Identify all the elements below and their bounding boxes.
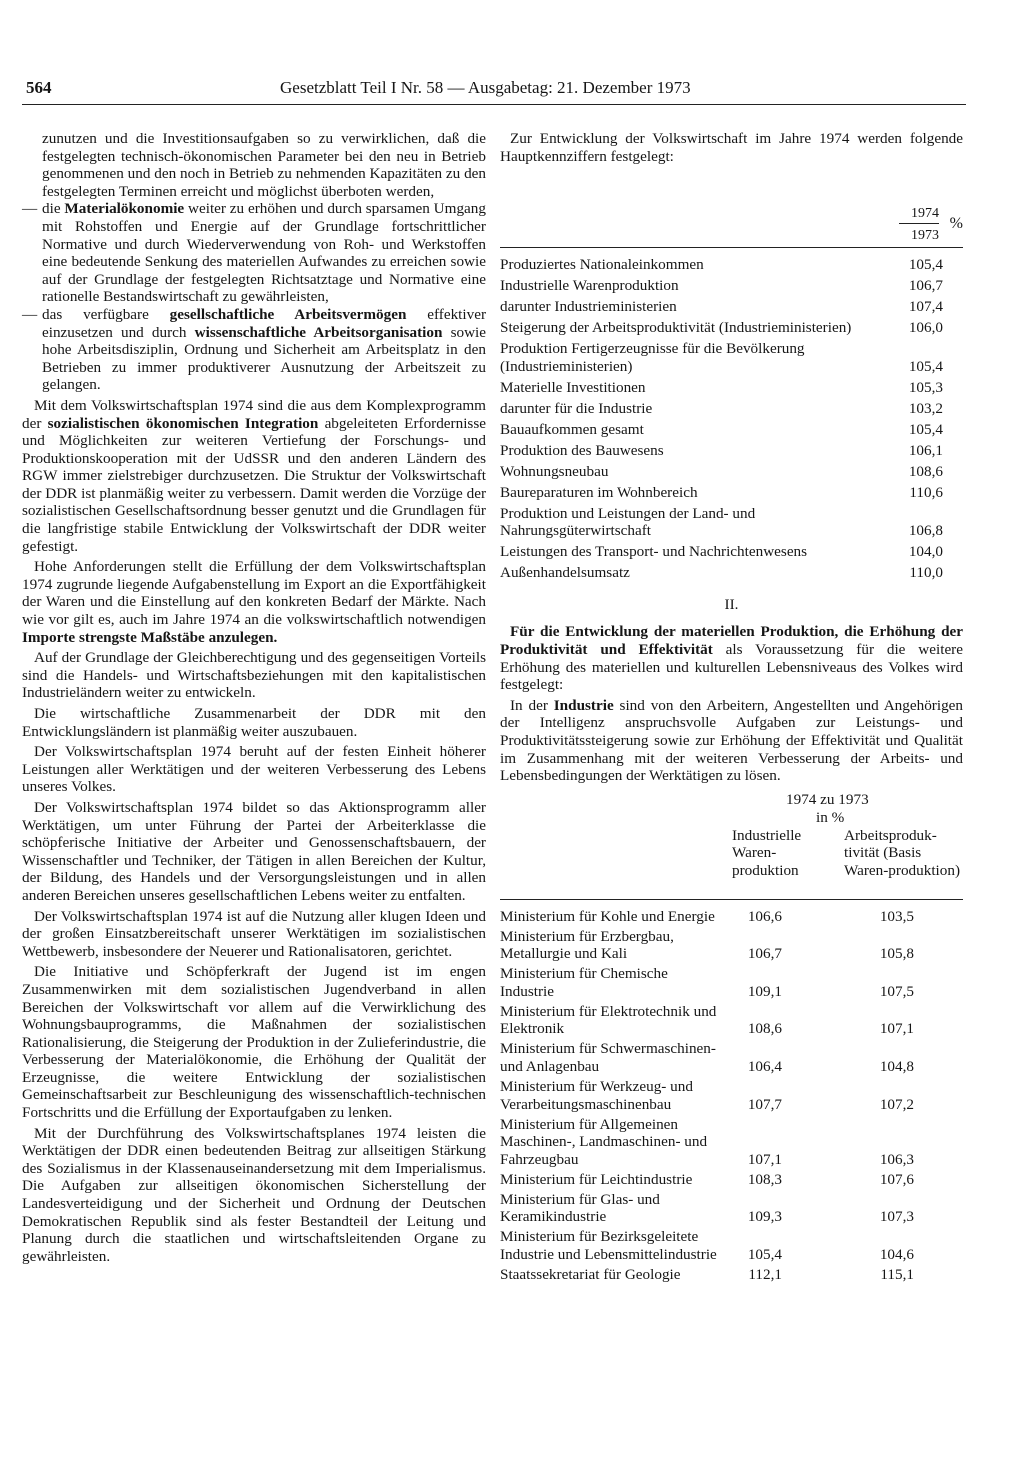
paragraph-continuation: zunutzen und die Investitionsaufgaben so zu verwirklichen, daß die festgelegten technisch-ökonomischen Parameter bei den neu in Betrieb genommenen und den noch in Betrieb zu nehmenden Kapazitäten zu den festgelegten Terminen erreicht und möglichst überboten werden, bbox=[42, 130, 486, 200]
table2-value-productivity: 107,5 bbox=[879, 982, 914, 1000]
paragraph: Auf der Grundlage der Gleichberechtigung und des gegenseitigen Vorteils sind die Handels- und Wirtschaftsbeziehungen mit den kapitalistischen Industrieländern weiter zu entwickeln. bbox=[22, 649, 486, 702]
table1-row-value: 104,0 bbox=[908, 543, 943, 561]
dash-list-item: — das verfügbare gesellschaftliche Arbeitsvermögen effektiver einzusetzen und durch wissenschaftliche Arbeitsorganisation sowie hohe Arbeitsdisziplin, Ordnung und Sicherheit am Arbeitsplatz in den Betrieben zu immer produktiverer Ausnutzung der Arbeitszeit zu gelangen. bbox=[22, 305, 487, 394]
table2-row bbox=[500, 1266, 963, 1284]
table2-value-production: 108,3 bbox=[747, 1170, 782, 1188]
paragraph: Die Initiative und Schöpferkraft der Jugend ist im engen Zusammenwirken mit dem sozialistischen Jugendverband in allen Bereichen der Volkswirtschaft vor allem auf die Verwirklichung des Wohnungsbauprogramms, die Maßnahmen der sozialistischen Rationalisierung, die Steigerung der Produktion in der Zulieferindustrie, die Verbesserung der Materialökonomie, die Erhöhung der Qualität der Erzeugnisse, die weitere Entwicklung der sozialistischen Gemeinschaftsarbeit zur Beschleunigung des wissenschaftlich-technischen Fortschritts und die Erfüllung der Exportaufgaben zu lenken. bbox=[22, 963, 486, 1122]
table2-value-productivity: 115,1 bbox=[880, 1265, 914, 1283]
paragraph: Der Volkswirtschaftsplan 1974 beruht auf der festen Einheit höherer Leistungen aller Werktätigen und der weiteren Verbesserung des Lebens unseres Volkes. bbox=[22, 743, 486, 796]
table1-row-value: 106,7 bbox=[908, 277, 943, 295]
table1-row-value: 105,3 bbox=[908, 378, 943, 396]
table2-value-production: 105,4 bbox=[747, 1245, 782, 1263]
table2-value-productivity: 107,6 bbox=[879, 1170, 914, 1188]
table1-row-label: Steigerung der Arbeitsproduktivität (Industrieministerien) bbox=[500, 319, 852, 337]
table2-row bbox=[500, 928, 963, 963]
section-intro: Für die Entwicklung der materiellen Produktion, die Erhöhung der Produktivität und Effektivität als Voraussetzung für die weitere Erhöhung des materiellen und kulturellen Lebensniveaus des Volkes wird festgelegt: bbox=[500, 623, 963, 694]
section-paragraph: In der Industrie sind von den Arbeitern, Angestellten und Angehörigen der Intelligenz anspruchsvolle Aufgaben zur Leistungs- und Produktivitätssteigerung sowie zur Erhöhung der Effektivität und Qualität im Zusammenhang mit der weiteren Verbesserung der Arbeits- und Lebensbedingungen der Werktätigen zu lösen. bbox=[500, 696, 963, 785]
table2-row-label: Ministerium für Werkzeug- und Verarbeitungsmaschinenbau bbox=[500, 1078, 693, 1113]
paragraph: Hohe Anforderungen stellt die Erfüllung der dem Volkswirtschaftsplan 1974 zugrunde liegende Aufgabenstellung im Export an die Exportfähigkeit der Waren und die Einstellung auf den konkreten Bedarf der Märkte. Nach wie vor gilt es, auch im Jahre 1974 an die volkswirtschaftlich notwendigen Importe strengste Maßstäbe anzulegen. bbox=[22, 558, 486, 646]
table2-value-productivity: 105,8 bbox=[879, 945, 914, 963]
table1-row bbox=[500, 277, 963, 295]
table2-value-production: 106,6 bbox=[747, 907, 782, 925]
table2-row-label: Ministerium für Bezirksgeleitete Industrie und Lebensmittelindustrie bbox=[500, 1228, 717, 1263]
section-number: II. bbox=[724, 595, 739, 613]
page-header bbox=[22, 76, 1002, 98]
table1-row bbox=[500, 442, 963, 460]
table2-row bbox=[500, 1003, 963, 1038]
table1-row bbox=[500, 564, 963, 582]
paragraph: Der Volkswirtschaftsplan 1974 bildet so das Aktionsprogramm aller Werktätigen, um unter Führung der Partei der Arbeiterklasse die schöpferische Initiative der Arbeiter und Genossenschaftsbauern, der Wissenschaftler und Techniker, der Tätigen in allen Bereichen der Kultur, der Bildung, des Handels und der Versorgungsleistungen und in allen anderen Bereichen unseres gesellschaftlichen Lebens weiter zu entfalten. bbox=[22, 798, 486, 904]
table1-row-value: 110,6 bbox=[909, 483, 943, 501]
table2-row bbox=[500, 1191, 963, 1226]
table1-row-value: 105,4 bbox=[908, 420, 943, 438]
table2-value-production: 109,1 bbox=[747, 982, 782, 1000]
table1-row-value: 106,1 bbox=[908, 441, 943, 459]
table2-value-production: 112,1 bbox=[748, 1265, 782, 1283]
table1-row-label: Produktion des Bauwesens bbox=[500, 441, 664, 459]
table2-value-production: 107,1 bbox=[747, 1150, 782, 1168]
table1-row bbox=[500, 463, 963, 481]
table1-year-bottom: 1973 bbox=[911, 228, 939, 244]
table1-row bbox=[500, 421, 963, 439]
table2-value-productivity: 104,8 bbox=[879, 1058, 914, 1076]
table2-row-label: Ministerium für Chemische Industrie bbox=[500, 965, 668, 1000]
table1-row-label: Bauaufkommen gesamt bbox=[500, 420, 644, 438]
table2-row bbox=[500, 1171, 963, 1189]
table2-row bbox=[500, 1040, 963, 1075]
table1-row bbox=[500, 505, 963, 540]
table1-row-label: Materielle Investitionen bbox=[500, 378, 646, 396]
left-column bbox=[22, 130, 486, 1265]
table1-row-label: Wohnungsneubau bbox=[500, 462, 609, 480]
table1-row-label: Produktion und Leistungen der Land- und Nahrungsgüterwirtschaft bbox=[500, 504, 756, 540]
table2-rule bbox=[500, 899, 963, 900]
table1-year-top: 1974 bbox=[911, 206, 939, 222]
table1-unit: % bbox=[949, 215, 963, 233]
table2-header bbox=[500, 791, 963, 899]
table2-row-label: Ministerium für Schwermaschinen- und Anlagenbau bbox=[500, 1040, 716, 1076]
header-rule bbox=[22, 104, 966, 105]
table2-col-header-b: Arbeitsproduk-tivität (Basis Waren-produktion) bbox=[844, 826, 961, 879]
table2-value-production: 106,7 bbox=[747, 945, 782, 963]
right-column bbox=[500, 130, 963, 1283]
table2-value-productivity: 103,5 bbox=[879, 907, 914, 925]
table2-row-label: Ministerium für Kohle und Energie bbox=[500, 907, 715, 925]
table2-value-productivity: 106,3 bbox=[879, 1150, 914, 1168]
page-number: 564 bbox=[26, 78, 52, 97]
table1-row bbox=[500, 340, 963, 375]
table2-value-productivity: 107,1 bbox=[879, 1020, 914, 1038]
table1-row-value: 105,4 bbox=[908, 357, 943, 375]
table2-row-label: Ministerium für Elektrotechnik und Elektronik bbox=[500, 1002, 717, 1038]
table1-row bbox=[500, 298, 963, 316]
table1-row bbox=[500, 319, 963, 337]
table2-row bbox=[500, 965, 963, 1000]
table1-row-value: 106,8 bbox=[908, 522, 943, 540]
table2-body bbox=[500, 908, 963, 1284]
table1-body bbox=[500, 256, 963, 582]
dash-list-item: — die Materialökonomie weiter zu erhöhen und durch sparsamen Umgang mit Rohstoffen und Energie auf der Grundlage fortschrittlicher Normative und durch Wiederverwendung von Roh- und Werkstoffen eine bedeutende Senkung des materiellen Aufwandes zu erreichen sowie auf der Grundlage der festgelegten Richtsatztage und Normative eine rationelle Bestandswirtschaft zu gewährleisten, bbox=[22, 200, 486, 306]
table2-value-productivity: 107,2 bbox=[879, 1095, 914, 1113]
table2-row-label: Staatssekretariat für Geologie bbox=[500, 1265, 681, 1283]
table2-row-label: Ministerium für Leichtindustrie bbox=[500, 1170, 693, 1188]
table1-row-label: Produktion Fertigerzeugnisse für die Bevölkerung (Industrieministerien) bbox=[500, 340, 805, 375]
table2-row-label: Ministerium für Allgemeinen Maschinen-, Landmaschinen- und Fahrzeugbau bbox=[500, 1115, 708, 1168]
table2-row-label: Ministerium für Erzbergbau, Metallurgie und Kali bbox=[500, 927, 674, 963]
table2-row-label: Ministerium für Glas- und Keramikindustrie bbox=[500, 1190, 660, 1226]
table1-row-label: darunter Industrieministerien bbox=[500, 298, 677, 316]
table1-header bbox=[500, 165, 963, 244]
table2-row bbox=[500, 1116, 963, 1169]
header-title: Gesetzblatt Teil I Nr. 58 — Ausgabetag: 21. Dezember 1973 bbox=[280, 78, 691, 97]
table2-value-productivity: 104,6 bbox=[879, 1245, 914, 1263]
table2-value-productivity: 107,3 bbox=[879, 1208, 914, 1226]
table2-value-production: 107,7 bbox=[747, 1095, 782, 1113]
paragraph: Mit der Durchführung des Volkswirtschaftsplanes 1974 leisten die Werktätigen der DDR einen bedeutenden Beitrag zur allseitigen Stärkung des Sozialismus in der Klassenauseinandersetzung mit dem Imperialismus. Die Aufgaben zur allseitigen ökonomischen Sicherstellung der Landesverteidigung und der Sicherheit und Ordnung der Deutschen Demokratischen Republik sind als fester Bestandteil der Leitung und Planung durch die staatlichen und wirtschaftsleitenden Organe zu gewährleisten. bbox=[22, 1124, 486, 1265]
table2-col-header-a: Industrielle Waren-produktion bbox=[732, 826, 802, 879]
table-intro: Zur Entwicklung der Volkswirtschaft im Jahre 1974 werden folgende Hauptkennziffern festgelegt: bbox=[500, 130, 963, 165]
table2-row bbox=[500, 1078, 963, 1113]
table1-row-value: 107,4 bbox=[908, 298, 943, 316]
table1-row-label: Industrielle Warenproduktion bbox=[500, 277, 679, 295]
table1-row bbox=[500, 256, 963, 274]
table2-value-production: 108,6 bbox=[747, 1020, 782, 1038]
table2-row bbox=[500, 1228, 963, 1263]
table2-heading: 1974 zu 1973 bbox=[786, 790, 869, 808]
table1-row-value: 105,4 bbox=[908, 256, 943, 274]
table1-row-label: Produziertes Nationaleinkommen bbox=[500, 256, 704, 274]
table1-row-value: 103,2 bbox=[908, 399, 943, 417]
fraction-rule bbox=[899, 223, 939, 224]
table1-row-value: 106,0 bbox=[908, 319, 943, 337]
paragraph: Mit dem Volkswirtschaftsplan 1974 sind die aus dem Komplexprogramm der sozialistischen ökonomischen Integration abgeleiteten Erfordernisse und Möglichkeiten zur weiteren Vertiefung der Forschungs- und Produktionskooperation mit der UdSSR und den anderen Ländern des RGW immer zielstrebiger durchzusetzen. Die Struktur der Volkswirtschaft der DDR ist planmäßig weiter zu verbessern. Damit werden die Vorzüge der sozialistischen Gesellschaftsordnung besser genutzt und die Grundlagen für die langfristige stabile Entwicklung der Volkswirtschaft der DDR weiter gefestigt. bbox=[22, 396, 486, 555]
table1-row-label: Leistungen des Transport- und Nachrichtenwesens bbox=[500, 543, 808, 561]
table1-row-label: Baureparaturen im Wohnbereich bbox=[500, 483, 698, 501]
paragraph: Die wirtschaftliche Zusammenarbeit der DDR mit den Entwicklungsländern ist planmäßig weiter auszubauen. bbox=[22, 705, 486, 740]
table1-row-label: darunter für die Industrie bbox=[500, 399, 653, 417]
table1-row-value: 110,0 bbox=[909, 564, 943, 582]
table1-row bbox=[500, 379, 963, 397]
table1-row bbox=[500, 484, 963, 502]
table1-row bbox=[500, 400, 963, 418]
table1-row bbox=[500, 543, 963, 561]
paragraph: Der Volkswirtschaftsplan 1974 ist auf die Nutzung aller klugen Ideen und der großen Einsatzbereitschaft unserer Werktätigen im sozialistischen Wettbewerb, insbesondere der Neuerer und Rationalisatoren, gerichtet. bbox=[22, 907, 486, 960]
table2-row bbox=[500, 908, 963, 926]
table2-unit: in % bbox=[816, 808, 845, 826]
table1-rule bbox=[500, 247, 963, 248]
table2-value-production: 106,4 bbox=[747, 1058, 782, 1076]
table1-row-label: Außenhandelsumsatz bbox=[500, 564, 630, 582]
table1-row-value: 108,6 bbox=[908, 462, 943, 480]
table2-value-production: 109,3 bbox=[747, 1208, 782, 1226]
